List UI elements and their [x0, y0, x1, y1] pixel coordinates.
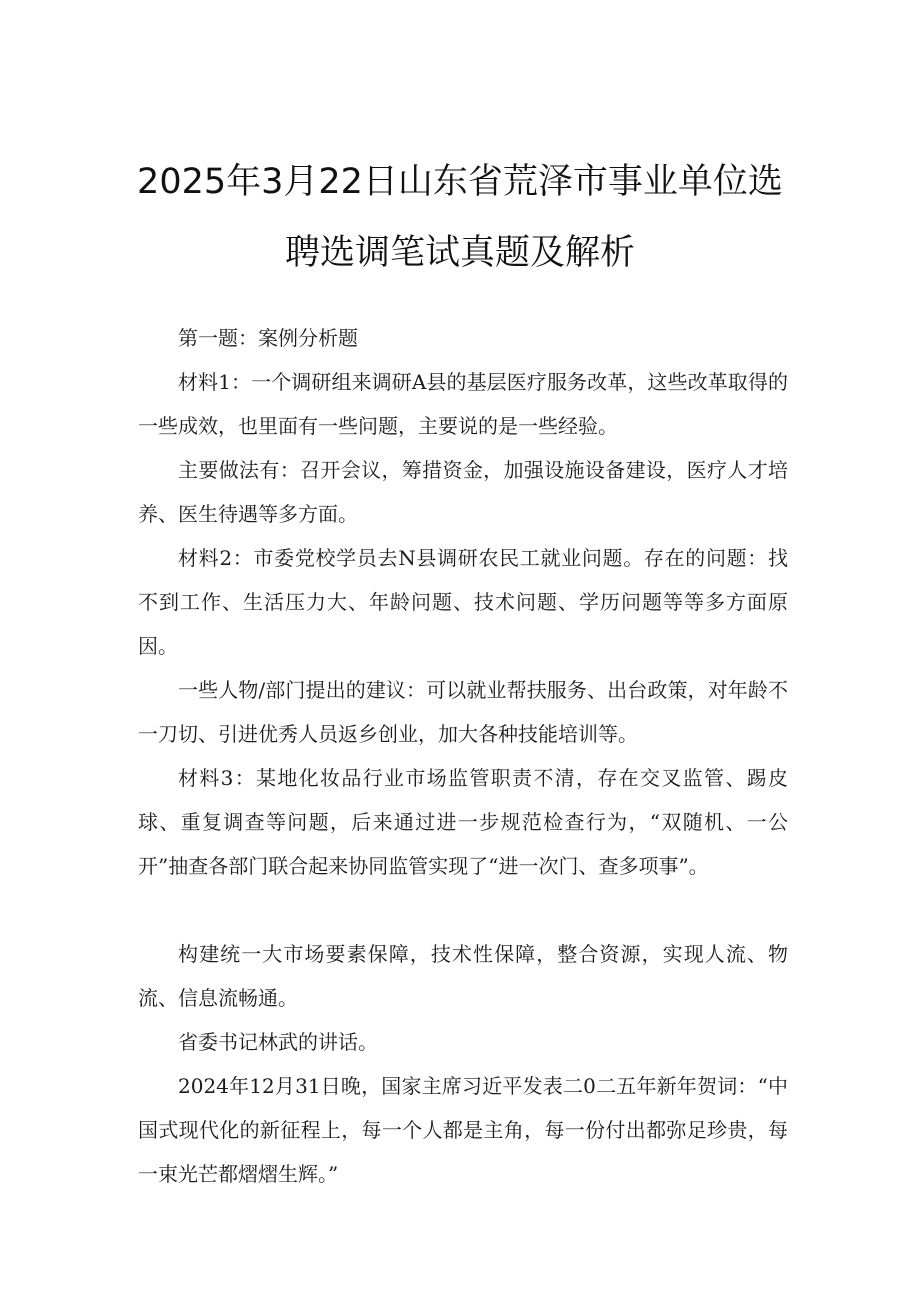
paragraph-material-2: 材料2：市委党校学员去N县调研农民工就业问题。存在的问题：找不到工作、生活压力大、年龄问题、技术问题、学历问题等等多方面原因。	[138, 546, 788, 658]
document-title-line-2: 聘选调笔试真题及解析	[284, 233, 635, 273]
paragraph-speech: 省委书记林武的讲话。	[178, 1030, 378, 1054]
paragraph-material-1: 材料1：一个调研组来调研A县的基层医疗服务改革，这些改革取得的一些成效，也里面有一些问题，主要说的是一些经验。	[138, 370, 788, 438]
paragraph-unified-market: 构建统一大市场要素保障，技术性保障，整合资源，实现人流、物流、信息流畅通。	[138, 942, 788, 1010]
section-heading: 第一题：案例分析题	[178, 326, 358, 350]
paragraph-material-3: 材料3：某地化妆品行业市场监管职责不清，存在交叉监管、踢皮球、重复调查等问题，后来通过进一步规范检查行为，“双随机、一公开”抽查各部门联合起来协同监管实现了“进一次门、查多项事”。	[138, 766, 788, 878]
paragraph-suggestions: 一些人物/部门提出的建议：可以就业帮扶服务、出台政策，对年龄不一刀切、引进优秀人员返乡创业，加大各种技能培训等。	[138, 678, 788, 746]
document-title-line-1: 2025年3月22日山东省荒泽市事业单位选	[137, 162, 783, 202]
paragraph-main-practices: 主要做法有：召开会议，筹措资金，加强设施设备建设，医疗人才培养、医生待遇等多方面。	[138, 458, 788, 526]
paragraph-new-year-address: 2024年12月31日晚，国家主席习近平发表二0二五年新年贺词：“中国式现代化的新征程上，每一个人都是主角，每一份付出都弥足珍贵，每一束光芒都熠熠生辉。”	[138, 1074, 788, 1186]
